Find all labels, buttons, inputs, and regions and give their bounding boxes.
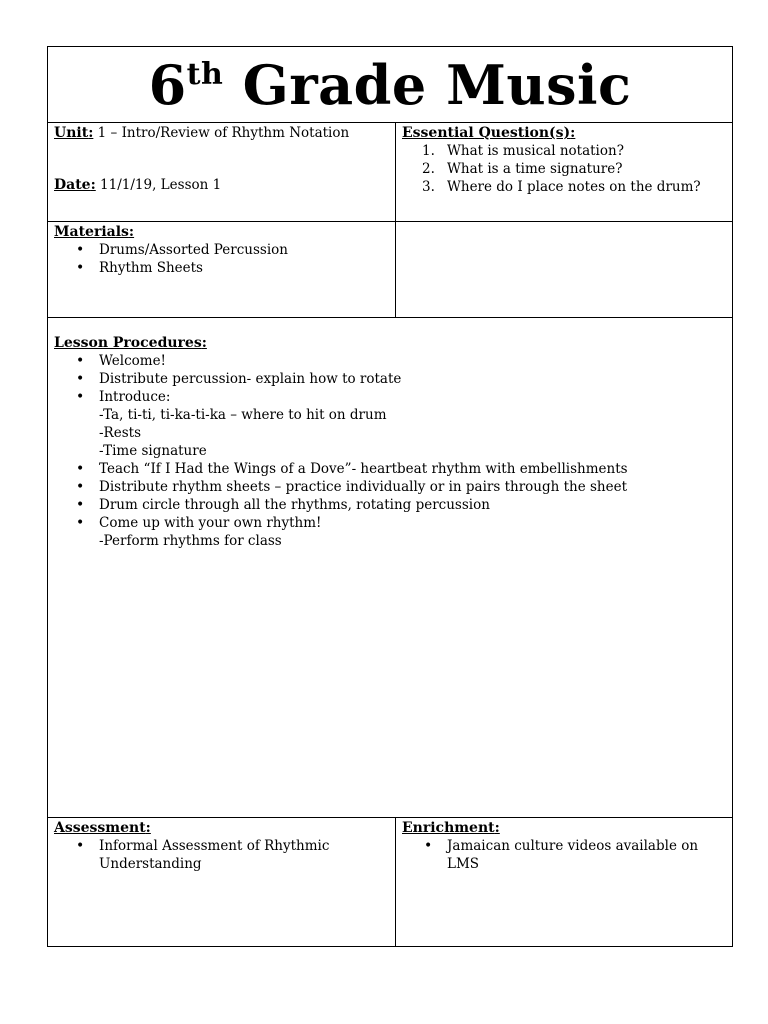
enrichment-label: Enrichment (402, 820, 495, 836)
procedures-row (48, 318, 732, 818)
procedures-cell: Lesson Procedures: • Welcome! • Distribute percussion- explain how to rotate • Introduce: -Ta, ti-ti, ti-ka-ti-ka – where to hit on drum -Rests -Time signature • Teach “If I Had the Wings of a Dove”- heartbeat rhythm with embellishments • Distribute rhythm sheets – practice individually or in pairs through the sheet • Drum circle through all the rhythms, rotating percussion • Come up with your own rhythm! -Perform rhythms for class (48, 318, 732, 817)
title-superscript: th (186, 57, 224, 92)
procedure-item (54, 514, 726, 550)
assessment-item: • Informal Assessment of Rhythmic Understanding (54, 837, 389, 873)
procedure-item (54, 478, 726, 496)
enrichment-item: • Jamaican culture videos available on LMS (402, 837, 728, 873)
essential-questions-cell: Essential Question(s): 1. What is musical notation? 2. What is a time signature? 3. Where do I place notes on the drum? (396, 123, 734, 221)
assessment-label: Assessment (54, 820, 146, 836)
unit-cell (48, 123, 396, 221)
essential-question-item (402, 142, 728, 160)
list-number-marker: 2. (422, 161, 435, 177)
enrichment-cell: Enrichment: • Jamaican culture videos available on LMS (396, 818, 734, 946)
unit-line: Unit: 1 – Intro/Review of Rhythm Notation (54, 125, 350, 141)
enrichment-list (402, 837, 728, 873)
list-number-marker: 1. (422, 143, 435, 159)
essential-questions-label: Essential Question(s) (402, 125, 571, 141)
unit-value: 1 – Intro/Review of Rhythm Notation (93, 125, 350, 141)
materials-item: • Drums/Assorted Percussion (54, 241, 389, 259)
procedure-text: Drum circle through all the rhythms, rotating percussion (99, 497, 490, 513)
unit-label: Unit (54, 125, 89, 141)
date-label: Date (54, 177, 91, 193)
materials-list (54, 241, 389, 277)
date-line: Date: 11/1/19, Lesson 1 (54, 177, 222, 193)
title-row (48, 47, 732, 123)
procedure-subline: -Rests (99, 425, 141, 441)
materials-item: • Rhythm Sheets (54, 259, 389, 277)
procedure-subline: -Perform rhythms for class (99, 533, 282, 549)
procedure-subline: -Ta, ti-ti, ti-ka-ti-ka – where to hit on drum (99, 407, 387, 423)
title-text: Grade Music (223, 53, 632, 117)
procedure-item (54, 460, 726, 478)
materials-row (48, 222, 732, 318)
essential-questions-list (402, 142, 728, 196)
procedures-label: Lesson Procedures (54, 335, 202, 351)
assessment-row (48, 818, 732, 946)
procedure-text: Teach “If I Had the Wings of a Dove”- heartbeat rhythm with embellishments (99, 461, 628, 477)
procedure-item (54, 370, 726, 388)
essential-question-text: What is a time signature? (447, 161, 623, 177)
title-grade-number: 6 (148, 53, 187, 117)
procedure-item (54, 352, 726, 370)
materials-empty-cell (396, 222, 734, 317)
assessment-cell: Assessment: • Informal Assessment of Rhythmic Understanding (48, 818, 396, 946)
assessment-list (54, 837, 389, 873)
procedure-text: Come up with your own rhythm! (99, 515, 322, 531)
essential-question-text: What is musical notation? (447, 143, 624, 159)
unit-row (48, 123, 732, 222)
procedures-list (54, 352, 726, 550)
page-title (48, 47, 732, 123)
lesson-plan-sheet (47, 46, 733, 947)
list-number-marker: 3. (422, 179, 435, 195)
procedure-item (54, 388, 726, 460)
procedure-text: Distribute percussion- explain how to rotate (99, 371, 402, 387)
procedure-subline: -Time signature (99, 443, 207, 459)
essential-question-item (402, 178, 728, 196)
date-value: 11/1/19, Lesson 1 (95, 177, 222, 193)
materials-cell: Materials: • Drums/Assorted Percussion • Rhythm Sheets (48, 222, 396, 317)
procedure-text: Introduce: (99, 389, 171, 405)
procedure-item (54, 496, 726, 514)
essential-question-item (402, 160, 728, 178)
procedure-text: Distribute rhythm sheets – practice individually or in pairs through the sheet (99, 479, 628, 495)
procedure-text: Welcome! (99, 353, 166, 369)
materials-label: Materials (54, 224, 129, 240)
essential-question-text: Where do I place notes on the drum? (447, 179, 701, 195)
